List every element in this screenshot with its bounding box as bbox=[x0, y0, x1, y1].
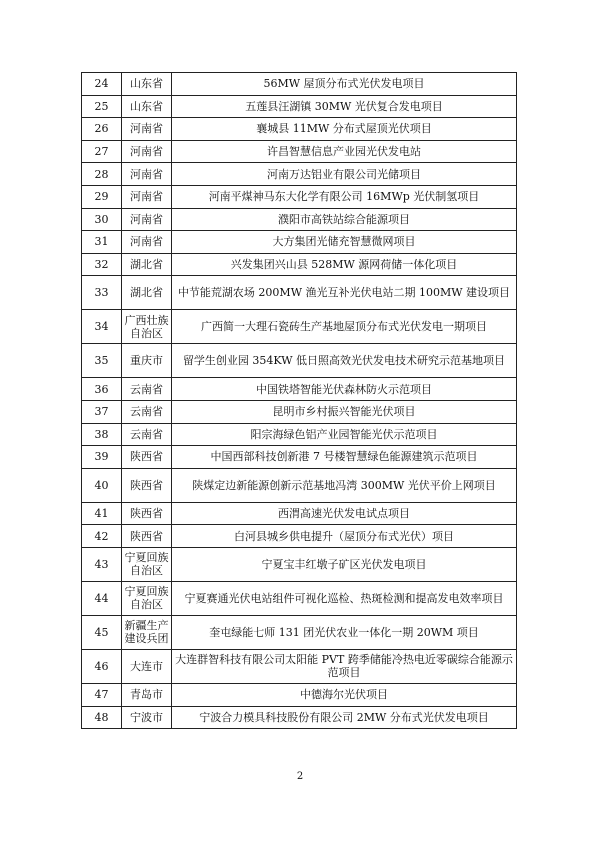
table-row bbox=[82, 208, 517, 231]
row-project: 白河县城乡供电提升（屋顶分布式光伏）项目 bbox=[172, 525, 517, 548]
row-project: 宁波合力模具科技股份有限公司 2MW 分布式光伏发电项目 bbox=[172, 706, 517, 729]
table-row bbox=[82, 253, 517, 276]
row-project: 中德海尔光伏项目 bbox=[172, 683, 517, 706]
row-number: 39 bbox=[82, 446, 122, 469]
row-province: 山东省 bbox=[122, 95, 172, 118]
row-project: 濮阳市高铁站综合能源项目 bbox=[172, 208, 517, 231]
table-row bbox=[82, 615, 517, 649]
row-number: 29 bbox=[82, 185, 122, 208]
row-province: 河南省 bbox=[122, 140, 172, 163]
row-number: 25 bbox=[82, 95, 122, 118]
row-project: 陕煤定边新能源创新示范基地冯湾 300MW 光伏平价上网项目 bbox=[172, 468, 517, 502]
row-number: 35 bbox=[82, 344, 122, 378]
row-province: 湖北省 bbox=[122, 276, 172, 310]
row-number: 27 bbox=[82, 140, 122, 163]
row-project: 广西简一大理石瓷砖生产基地屋顶分布式光伏发电一期项目 bbox=[172, 310, 517, 344]
row-project: 西渭高速光伏发电试点项目 bbox=[172, 502, 517, 525]
row-province: 河南省 bbox=[122, 163, 172, 186]
row-project: 大连群智科技有限公司太阳能 PVT 跨季储能冷热电近零碳综合能源示范项目 bbox=[172, 649, 517, 683]
row-province: 河南省 bbox=[122, 208, 172, 231]
row-project: 襄城县 11MW 分布式屋顶光伏项目 bbox=[172, 118, 517, 141]
row-project: 中国西部科技创新港 7 号楼智慧绿色能源建筑示范项目 bbox=[172, 446, 517, 469]
row-number: 28 bbox=[82, 163, 122, 186]
row-number: 46 bbox=[82, 649, 122, 683]
row-province: 宁波市 bbox=[122, 706, 172, 729]
table-row bbox=[82, 400, 517, 423]
row-project: 宁夏赛通光伏电站组件可视化巡检、热斑检测和提高发电效率项目 bbox=[172, 581, 517, 615]
row-number: 38 bbox=[82, 423, 122, 446]
table-row bbox=[82, 231, 517, 254]
row-project: 中节能荒湖农场 200MW 渔光互补光伏电站二期 100MW 建设项目 bbox=[172, 276, 517, 310]
table-row bbox=[82, 95, 517, 118]
row-project: 兴发集团兴山县 528MW 源网荷储一体化项目 bbox=[172, 253, 517, 276]
row-province: 陕西省 bbox=[122, 468, 172, 502]
table-row bbox=[82, 446, 517, 469]
row-number: 48 bbox=[82, 706, 122, 729]
row-project: 河南万达铝业有限公司光储项目 bbox=[172, 163, 517, 186]
row-number: 40 bbox=[82, 468, 122, 502]
table-row bbox=[82, 378, 517, 401]
row-number: 36 bbox=[82, 378, 122, 401]
table-row bbox=[82, 502, 517, 525]
table-row bbox=[82, 140, 517, 163]
row-number: 26 bbox=[82, 118, 122, 141]
row-province: 大连市 bbox=[122, 649, 172, 683]
table-row bbox=[82, 163, 517, 186]
row-number: 41 bbox=[82, 502, 122, 525]
row-number: 44 bbox=[82, 581, 122, 615]
project-table bbox=[81, 72, 517, 729]
row-project: 大方集团光储充智慧微网项目 bbox=[172, 231, 517, 254]
row-number: 31 bbox=[82, 231, 122, 254]
row-province: 山东省 bbox=[122, 73, 172, 96]
row-province: 重庆市 bbox=[122, 344, 172, 378]
table-row bbox=[82, 683, 517, 706]
row-number: 34 bbox=[82, 310, 122, 344]
row-province: 陕西省 bbox=[122, 502, 172, 525]
row-province: 新疆生产建设兵团 bbox=[122, 615, 172, 649]
page-number: 2 bbox=[296, 771, 304, 782]
row-province: 云南省 bbox=[122, 423, 172, 446]
row-number: 42 bbox=[82, 525, 122, 548]
row-province: 陕西省 bbox=[122, 525, 172, 548]
table-row bbox=[82, 547, 517, 581]
row-number: 33 bbox=[82, 276, 122, 310]
row-province: 云南省 bbox=[122, 378, 172, 401]
row-province: 宁夏回族自治区 bbox=[122, 547, 172, 581]
table-row bbox=[82, 185, 517, 208]
row-number: 45 bbox=[82, 615, 122, 649]
row-project: 中国铁塔智能光伏森林防火示范项目 bbox=[172, 378, 517, 401]
row-project: 昆明市乡村振兴智能光伏项目 bbox=[172, 400, 517, 423]
row-province: 河南省 bbox=[122, 231, 172, 254]
row-number: 32 bbox=[82, 253, 122, 276]
table-row bbox=[82, 118, 517, 141]
row-project: 留学生创业园 354KW 低日照高效光伏发电技术研究示范基地项目 bbox=[172, 344, 517, 378]
row-province: 陕西省 bbox=[122, 446, 172, 469]
row-project: 河南平煤神马东大化学有限公司 16MWp 光伏制氢项目 bbox=[172, 185, 517, 208]
row-province: 湖北省 bbox=[122, 253, 172, 276]
row-project: 五莲县汪湖镇 30MW 光伏复合发电项目 bbox=[172, 95, 517, 118]
row-number: 43 bbox=[82, 547, 122, 581]
row-province: 河南省 bbox=[122, 185, 172, 208]
row-project: 奎屯绿能七师 131 团光伏农业一体化一期 20WM 项目 bbox=[172, 615, 517, 649]
row-number: 30 bbox=[82, 208, 122, 231]
row-province: 青岛市 bbox=[122, 683, 172, 706]
row-project: 56MW 屋顶分布式光伏发电项目 bbox=[172, 73, 517, 96]
row-number: 24 bbox=[82, 73, 122, 96]
row-province: 云南省 bbox=[122, 400, 172, 423]
row-project: 许昌智慧信息产业园光伏发电站 bbox=[172, 140, 517, 163]
row-number: 37 bbox=[82, 400, 122, 423]
row-province: 宁夏回族自治区 bbox=[122, 581, 172, 615]
table-row bbox=[82, 423, 517, 446]
table-row bbox=[82, 706, 517, 729]
row-province: 广西壮族自治区 bbox=[122, 310, 172, 344]
table-body bbox=[82, 73, 517, 729]
row-project: 阳宗海绿色铝产业园智能光伏示范项目 bbox=[172, 423, 517, 446]
table-row bbox=[82, 468, 517, 502]
row-number: 47 bbox=[82, 683, 122, 706]
row-project: 宁夏宝丰红墩子矿区光伏发电项目 bbox=[172, 547, 517, 581]
table-row bbox=[82, 276, 517, 310]
table-row bbox=[82, 581, 517, 615]
row-province: 河南省 bbox=[122, 118, 172, 141]
table-row bbox=[82, 310, 517, 344]
table-row bbox=[82, 344, 517, 378]
table-row bbox=[82, 73, 517, 96]
table-row bbox=[82, 525, 517, 548]
table-row bbox=[82, 649, 517, 683]
